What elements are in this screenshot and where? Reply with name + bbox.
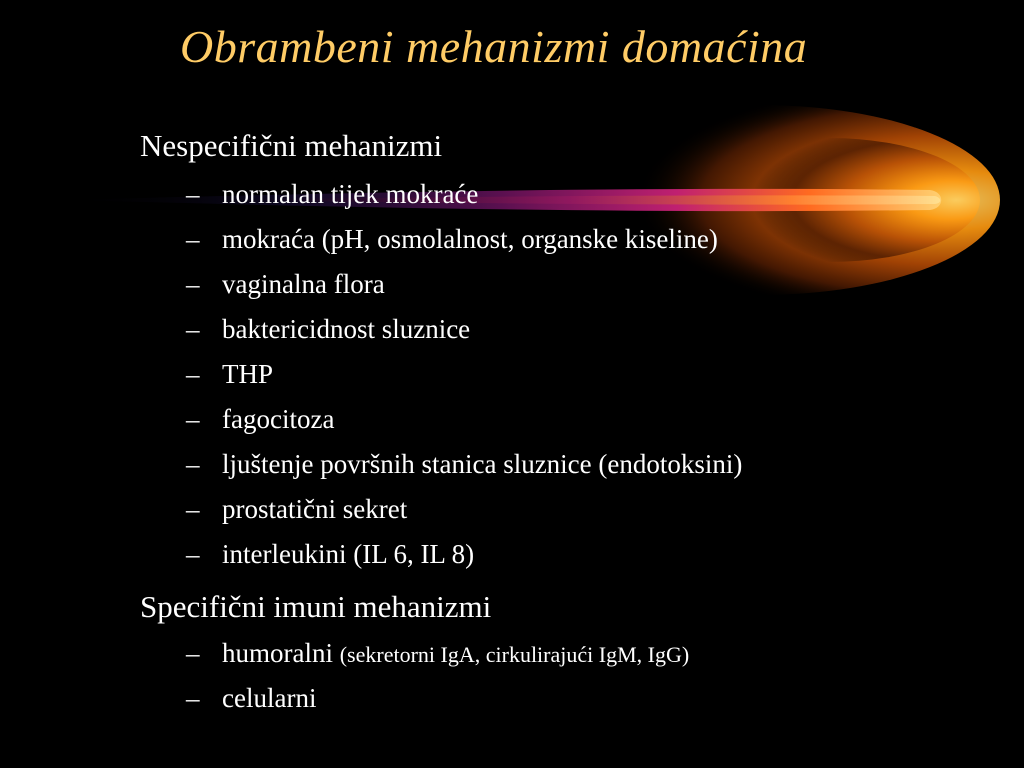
- dash-bullet: –: [186, 359, 200, 389]
- list-item-text: vaginalna flora: [222, 269, 385, 299]
- dash-bullet: –: [186, 449, 200, 479]
- list-item-text: normalan tijek mokraće: [222, 179, 479, 209]
- dash-bullet: –: [186, 224, 200, 254]
- list-item: [140, 532, 1000, 577]
- list-item-text: THP: [222, 359, 274, 389]
- list-item: [140, 397, 1000, 442]
- list-item: [140, 442, 1000, 487]
- section-heading-specific: Specifični imuni mehanizmi: [140, 589, 492, 624]
- list-item: [140, 217, 1000, 262]
- list-item-text: baktericidnost sluznice: [222, 314, 471, 344]
- dash-bullet: –: [186, 269, 200, 299]
- list-item-text: humoralni: [222, 638, 333, 668]
- list-item: [140, 262, 1000, 307]
- dash-bullet: –: [186, 638, 200, 668]
- list-item-text: ljuštenje površnih stanica sluznice (endotoksini): [222, 449, 743, 479]
- dash-bullet: –: [186, 683, 200, 713]
- list-item: [140, 631, 1000, 676]
- dash-bullet: –: [186, 314, 200, 344]
- section-heading-nonspecific: Nespecifični mehanizmi: [140, 128, 443, 163]
- dash-bullet: –: [186, 539, 200, 569]
- list-item: [140, 172, 1000, 217]
- list-item: [140, 307, 1000, 352]
- list-item-text: mokraća (pH, osmolalnost, organske kiseline): [222, 224, 718, 254]
- list-item-text: prostatični sekret: [222, 494, 408, 524]
- dash-bullet: –: [186, 494, 200, 524]
- list-item-text: interleukini (IL 6, IL 8): [222, 539, 475, 569]
- list-item: [140, 487, 1000, 532]
- slide-title: Obrambeni mehanizmi domaćina: [180, 21, 808, 72]
- list-item-text: fagocitoza: [222, 404, 335, 434]
- dash-bullet: –: [186, 179, 200, 209]
- slide-content: [140, 124, 1000, 721]
- list-item-note: (sekretorni IgA, cirkulirajući IgM, IgG): [339, 642, 690, 667]
- list-item: [140, 676, 1000, 721]
- list-item: [140, 352, 1000, 397]
- dash-bullet: –: [186, 404, 200, 434]
- list-item-text: celularni: [222, 683, 317, 713]
